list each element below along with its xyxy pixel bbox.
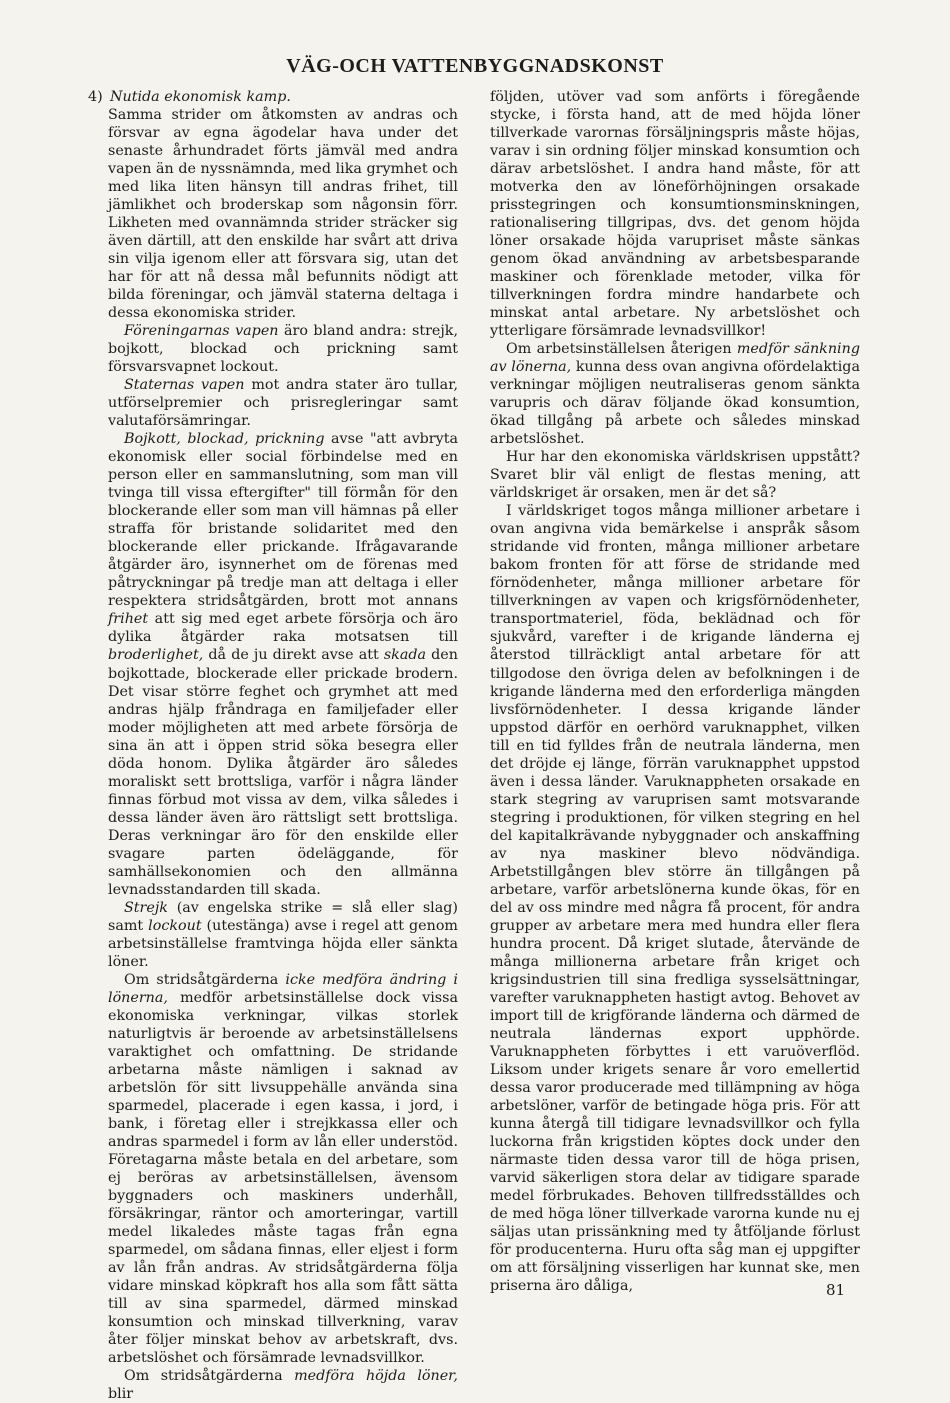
section-heading — [88, 88, 458, 106]
emphasis: Bojkott, blockad, prickning — [124, 431, 325, 448]
emphasis: skada — [383, 647, 427, 664]
page-number: 81 — [826, 1281, 846, 1299]
paragraph: Samma strider om åtkomsten av andras och försvar av egna ägodelar hava under det senaste århundradet förts jämväl med andra vapen än de nyssnämnda, med lika grymhet och med lika liten hänsyn till andras frihet, till jämlikhet och broderskap som någonsin förr. Likheten med ovannämnda strider sträcker sig även därtill, att den enskilde har svårt att driva sin vilja igenom eller att försvara sig, utan det har för att nå dessa mål befunnits nödigt att bilda föreningar, och jämväl staterna deltaga i dessa ekonomiska strider. — [108, 107, 458, 322]
emphasis: icke medföra ändring i lönerna, — [108, 971, 458, 1006]
left-column — [88, 88, 458, 1403]
section-title: Nutida ekonomisk kamp. — [110, 89, 291, 105]
paragraph: I världskriget togos många millioner arbetare i ovan angivna vida bemärkelse i anspråk såsom stridande vid fronten, många millioner arbetare bakom fronten för att förse de stridande med förnödenheter, många millioner arbetare för tillverkningen av vapen och krigsförnödenheter, transportmateriel, föda, beklädnad och för sjukvård, varefter i de krigande länderna ej återstod tillräckligt antal arbetare för att tillgodose den övriga delen av befolkningen i de krigande länderna med den erforderliga mängden livsförnödenheter. I dessa krigande länder uppstod därför en oerhörd varuknapphet, vilken till en tid fylldes från de neutrala länderna, men det dröjde ej länge, förrän varuknapphet uppstod även i dessa länder. Varuknappheten orsakade en stark stegring av varuprisen samt motsvarande stegring i produktionen, för vilken stegring en hel del kapitalkrävande nybyggnader och anskaffning av nya maskiner blevo nödvändiga. Arbetstillgången blev större än tillgången på arbetare, varför arbetslönerna kunde ökas, för en del av oss mindre med några få procent, för andra grupper av arbetare mera med hundra eller flera hundra procent. Då kriget slutade, återvände de många millionerna arbetare från kriget och krigsindustrien till sina fredliga sysselsättningar, varefter varuknappheten hastigt avtog. Behovet av import till de krigförande länderna och därmed de neutrala ländernas export upphörde. Varuknappheten förbyttes i ett varuöverflöd. Liksom under krigets senare år voro emellertid dessa varor producerade med tillämpning av höga arbetslöner, varför de betingade höga pris. För att kunna återgå till tidigare levnadsvillkor och fylla luckorna från krigstiden köptes dock under den närmaste tiden dessa varor till de höga prisen, varvid säkerligen stora delar av tidigare sparade medel förbrukades. Behoven tillfredsställdes och de med höga löner tillverkade varorna kunde nu ej säljas utan prissänkning med ty åtföljande förlust för producenterna. Huru ofta såg man ej uppgifter om att försäljning visserligen har kunnat ske, men priserna äro dåliga, — [490, 503, 860, 1295]
emphasis: medför sänkning av lönerna, — [490, 341, 860, 376]
paragraph: följden, utöver vad som anförts i föregående stycke, i första hand, att de med höjda löner tillverkade varornas försäljningspris måste höjas, varav i sin ordning följer minskad konsumtion och därav arbetslöshet. I andra hand måste, för att motverka den av löneförhöjningen orsakade prisstegringen och konsumtionsminskningen, rationalisering tillgripas, dvs. det genom höjda löner orsakade höjda varupriset måste sänkas genom ökad användning av arbetsbesparande maskiner och förenklade metoder, vilka för tillverkningen fordra mindre handarbete och minskat antal arbetare. Ny arbetslöshet och ytterligare försämrade levnadsvillkor! — [490, 89, 860, 340]
paragraph: Strejk (av engelska strike = slå eller slag) samt lockout (utestänga) avse i regel att genom arbetsinställelse framtvinga höjda eller sänkta löner. — [108, 899, 458, 970]
emphasis: Föreningarnas vapen — [124, 323, 279, 340]
paragraph: Bojkott, blockad, prickning avse "att avbryta ekonomisk eller social förbindelse med en person eller en sammanslutning, som man vill tvinga till vissa eftergifter" till förmån för den blockerande eller som man vill hämnas på eller straffa för bristande solidaritet med den blockerande eller prickande. Ifrågavarande åtgärder äro, isynnerhet om de förenas med påtryckningar på tredje man att deltaga i eller respektera stridsåtgärden, brott mot annans frihet att sig med eget arbete försörja och äro dylika åtgärder raka motsatsen till broderlighet, då de ju direkt avse att skada den bojkottade, blockerade eller prickade brodern. Det visar större feghet och grymhet att med andras hjälp fråndraga en familjefader eller moder möjligheten att med arbete försörja de sina än att i öppen strid söka besegra eller döda honom. Dylika åtgärder äro således moraliskt sett brottsliga, varför i några länder finnas förbud mot vissa av dem, vilka således i dessa länder även äro rättsligt sett brottsliga. Deras verkningar äro för den enskilde eller svagare parten ödeläggande, för samhällsekonomien och den allmänna levnadsstandarden till skada. — [108, 431, 458, 898]
emphasis: frihet — [108, 611, 149, 628]
paragraph: Föreningarnas vapen äro bland andra: strejk, bojkott, blockad och prickning samt försvarsvapnet lockout. — [108, 323, 459, 376]
paragraph: Om stridsåtgärderna medföra höjda löner, blir — [108, 1368, 458, 1403]
emphasis: lockout — [148, 917, 202, 934]
paragraph: Hur har den ekonomiska världskrisen uppstått? Svaret blir väl enligt de flestas mening, att världskriget är orsaken, men är det så? — [490, 449, 860, 502]
paragraph: Om stridsåtgärderna icke medföra ändring i lönerna, medför arbetsinställelse dock vissa ekonomiska verkningar, vilkas storlek naturligtvis är beroende av arbetsinställelsens varaktighet och omfattning. De stridande arbetarna måste nämligen i saknad av arbetslön för sitt livsuppehälle använda sina sparmedel, placerade i egen kassa, i jord, i bank, i företag eller i strejkkassa eller och andras sparmedel i form av lån eller understöd. Företagarna måste betala en del arbetare, som ej beröras av arbetsinställelsen, ävensom byggnaders och maskiners underhåll, försäkringar, räntor och amorteringar, vartill medel likaledes måste tagas från egna sparmedel, om sådana finnas, eller eljest i form av lån från andras. Av stridsåtgärderna följa vidare minskad köpkraft hos alla som fått sätta till av sina sparmedel, därmed minskad konsumtion och minskad tillverkning, varav åter följer minskat behov av arbetskraft, dvs. arbetslöshet och försämrade levnadsvillkor. — [108, 971, 458, 1367]
running-header: VÄG-OCH VATTENBYGGNADSKONST — [286, 55, 664, 77]
paragraph: Om arbetsinställelsen återigen medför sänkning av lönerna, kunna dess ovan angivna ofördelaktiga verkningar möjligen neutraliseras genom sänkta varupris och därav följande ökad konsumtion, ökad tillgång på arbete och således minskad arbetslöshet. — [490, 341, 860, 448]
emphasis: Strejk — [124, 899, 168, 916]
paragraph: Staternas vapen mot andra stater äro tullar, utförselpremier och prisregleringar samt valutaförsämringar. — [108, 377, 458, 430]
section-number: 4) — [88, 89, 103, 105]
emphasis: Staternas vapen — [124, 377, 245, 394]
emphasis: medföra höjda löner, — [294, 1368, 458, 1385]
right-column — [490, 88, 860, 1295]
section-body — [88, 106, 458, 1403]
emphasis: broderlighet, — [108, 647, 204, 664]
